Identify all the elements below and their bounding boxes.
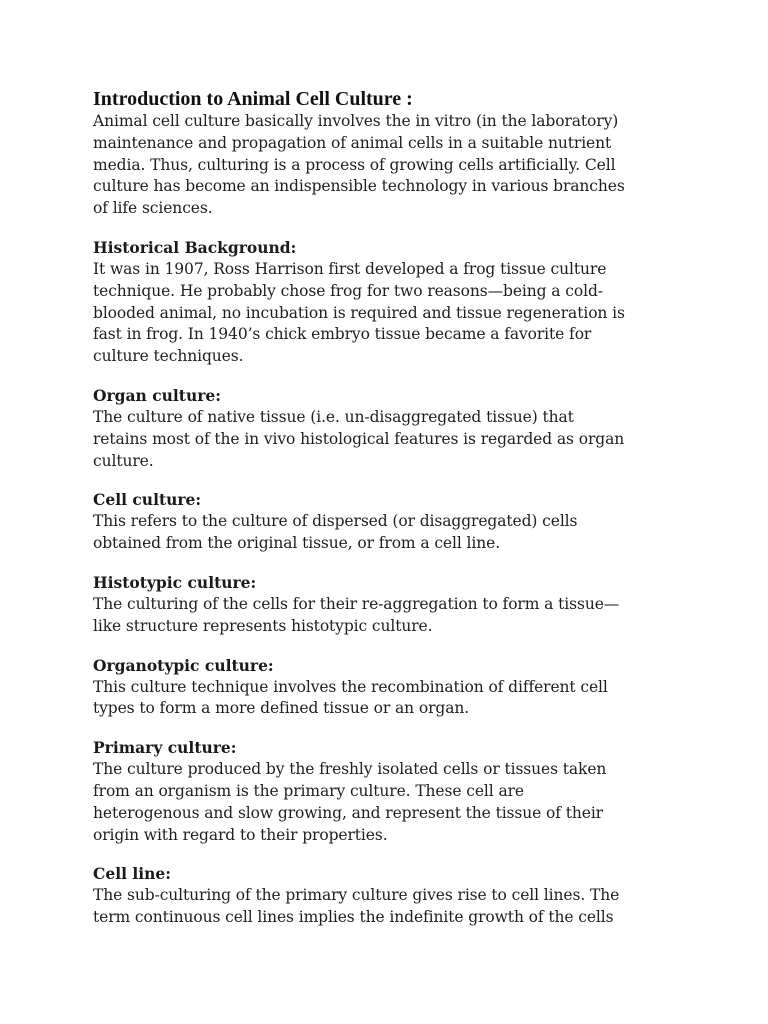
paragraph-line: retains most of the in vivo histological features is regarded as organ: [93, 429, 625, 448]
document-page: [93, 87, 693, 946]
paragraph-line: blooded animal, no incubation is required and tissue regeneration is: [93, 303, 625, 322]
paragraph-line: The culturing of the cells for their re-aggregation to form a tissue—: [93, 594, 620, 613]
section-heading: Organ culture:: [93, 385, 221, 405]
paragraph-line: The sub-culturing of the primary culture gives rise to cell lines. The: [93, 886, 620, 905]
section-cell-line: [93, 863, 693, 929]
paragraph-line: types to form a more defined tissue or an organ.: [93, 699, 470, 718]
section-paragraph: [93, 407, 693, 472]
section-cell-culture: [93, 489, 693, 555]
section-paragraph: [93, 759, 693, 846]
paragraph-line: technique. He probably chose frog for two reasons—being a cold-: [93, 281, 603, 300]
section-heading: Histotypic culture:: [93, 572, 257, 592]
section-heading: Organotypic culture:: [93, 655, 274, 675]
section-paragraph: [93, 594, 693, 638]
section-heading: Cell culture:: [93, 490, 202, 510]
section-heading: Primary culture:: [93, 738, 237, 758]
intro-line: maintenance and propagation of animal cells in a suitable nutrient: [93, 133, 612, 152]
paragraph-line: like structure represents histotypic culture.: [93, 616, 433, 635]
intro-line: media. Thus, culturing is a process of growing cells artificially. Cell: [93, 155, 616, 174]
section-paragraph: [93, 511, 693, 555]
section-organ-culture: [93, 385, 693, 472]
section-heading: Historical Background:: [93, 237, 297, 257]
intro-line: of life sciences.: [93, 199, 213, 218]
section-heading: Cell line:: [93, 864, 171, 884]
intro-line: Animal cell culture basically involves the in vitro (in the laboratory): [93, 112, 619, 130]
intro-line: culture has become an indispensible technology in various branches: [93, 177, 625, 196]
intro-paragraph: [93, 111, 693, 220]
paragraph-line: The culture produced by the freshly isolated cells or tissues taken: [93, 760, 607, 779]
paragraph-line: from an organism is the primary culture. These cell are: [93, 781, 524, 800]
section-paragraph: [93, 259, 693, 368]
paragraph-line: culture.: [93, 451, 154, 470]
paragraph-line: fast in frog. In 1940’s chick embryo tissue became a favorite for: [93, 325, 592, 344]
paragraph-line: culture techniques.: [93, 347, 244, 366]
document-title: Introduction to Animal Cell Culture :: [93, 88, 413, 110]
section-histotypic-culture: [93, 572, 693, 638]
section-historical-background: [93, 237, 693, 368]
paragraph-line: It was in 1907, Ross Harrison first developed a frog tissue culture: [93, 259, 607, 278]
paragraph-line: obtained from the original tissue, or from a cell line.: [93, 534, 501, 553]
section-organotypic-culture: [93, 655, 693, 721]
paragraph-line: This refers to the culture of dispersed (or disaggregated) cells: [93, 512, 578, 531]
section-paragraph: [93, 885, 693, 929]
section-paragraph: [93, 677, 693, 721]
paragraph-line: This culture technique involves the recombination of different cell: [93, 677, 608, 696]
paragraph-line: term continuous cell lines implies the indefinite growth of the cells: [93, 908, 614, 927]
paragraph-line: origin with regard to their properties.: [93, 825, 388, 844]
intro-section: [93, 87, 693, 220]
paragraph-line: The culture of native tissue (i.e. un-disaggregated tissue) that: [93, 407, 574, 426]
section-primary-culture: [93, 737, 693, 846]
paragraph-line: heterogenous and slow growing, and represent the tissue of their: [93, 803, 603, 822]
